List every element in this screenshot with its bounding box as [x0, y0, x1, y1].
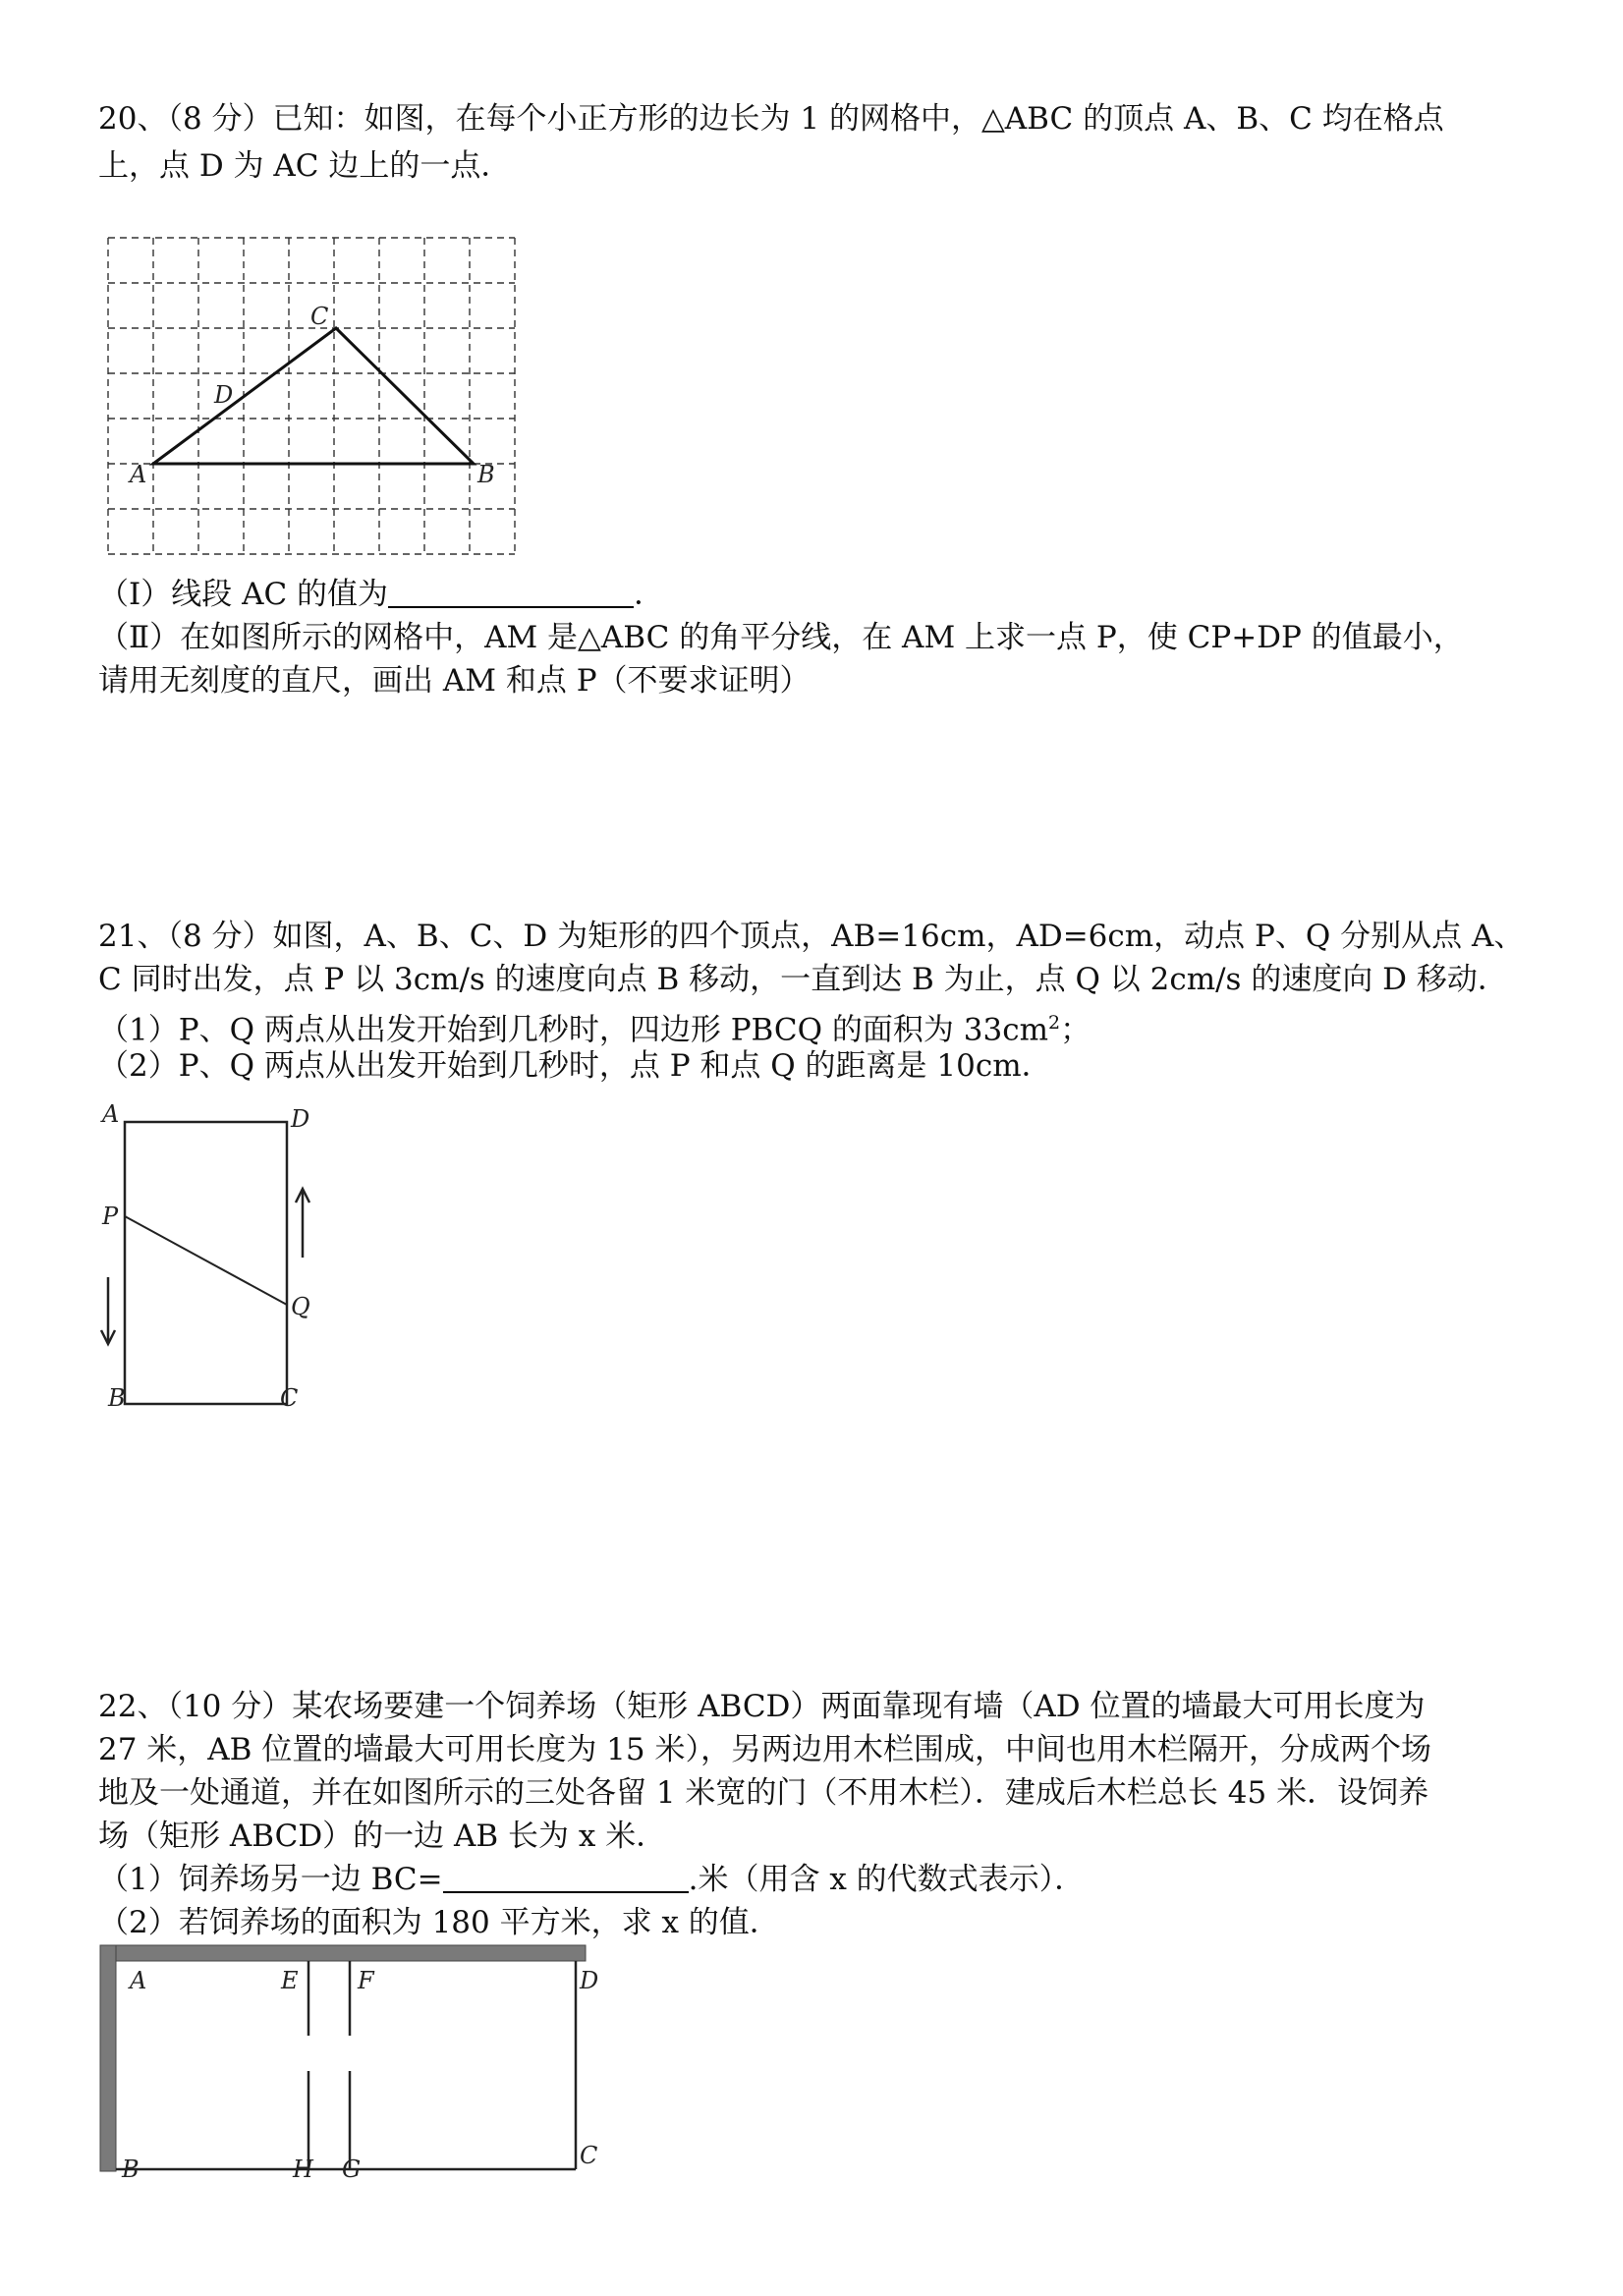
up-arrow-icon: [296, 1189, 309, 1258]
point-c-label: C: [580, 2142, 598, 2169]
triangle-abc: [153, 328, 474, 464]
q20-part1-prefix: （Ⅰ）线段 AC 的值为: [98, 577, 389, 612]
point-b-label: B: [122, 2156, 140, 2183]
point-b-label: B: [477, 461, 495, 488]
point-g-label: G: [342, 2156, 362, 2183]
q20-part2-line1: （Ⅱ）在如图所示的网格中，AM 是△ABC 的角平分线，在 AM 上求一点 P，使 CP+DP 的值最小，: [98, 620, 1464, 655]
point-h-label: H: [293, 2156, 313, 2183]
point-p-label: P: [102, 1203, 119, 1230]
point-d-label: D: [214, 381, 234, 409]
q21-part1-sup: 2: [1047, 1012, 1061, 1034]
point-a-label: A: [130, 1967, 147, 1994]
q20-answer-blank[interactable]: [388, 577, 634, 608]
q20-grid-figure: [98, 234, 531, 568]
q22-part2: （2）若饲养场的面积为 180 平方米，求 x 的值．: [98, 1905, 780, 1940]
q22-part1-prefix: （1）饲养场另一边 BC=: [98, 1862, 443, 1897]
q21-stem-line1: 21、（8 分）如图，A、B、C、D 为矩形的四个顶点，AB=16cm，AD=6cm，动点 P、Q 分别从点 A、: [98, 919, 1525, 954]
q22-stem-line4: 场（矩形 ABCD）的一边 AB 长为 x 米．: [98, 1819, 667, 1854]
point-c-label: C: [310, 303, 329, 330]
q21-part1: [98, 1002, 1542, 1050]
q22-stem-line2: 27 米，AB 位置的墙最大可用长度为 15 米），另两边用木栏围成，中间也用木栏隔开，分成两个场: [98, 1732, 1431, 1767]
q20-part2-line2: 请用无刻度的直尺，画出 AM 和点 P（不要求证明）: [98, 663, 811, 699]
point-b-label: B: [108, 1384, 126, 1412]
point-c-label: C: [280, 1384, 299, 1412]
point-d-label: D: [580, 1967, 599, 1994]
q21-part2: （2）P、Q 两点从出发开始到几秒时，点 P 和点 Q 的距离是 10cm．: [98, 1048, 1052, 1084]
q22-stem-line1: 22、（10 分）某农场要建一个饲养场（矩形 ABCD）两面靠现有墙（AD 位置的墙最大可用长度为: [98, 1689, 1426, 1724]
point-d-label: D: [291, 1105, 310, 1133]
point-a-label: A: [102, 1100, 120, 1128]
point-e-label: E: [281, 1967, 299, 1994]
wall-ad: [100, 1945, 586, 1961]
point-a-label: A: [130, 461, 147, 488]
wall-ab: [100, 1945, 116, 2171]
q20-part1: [98, 574, 1542, 615]
q22-stem-line3: 地及一处通道，并在如图所示的三处各留 1 米宽的门（不用木栏）．建成后木栏总长 45 米．设饲养: [98, 1775, 1429, 1811]
down-arrow-icon: [101, 1277, 115, 1344]
rectangle-abcd: [125, 1122, 287, 1404]
q22-part1: [98, 1859, 1542, 1900]
q21-part1-text: （1）P、Q 两点从出发开始到几秒时，四边形 PBCQ 的面积为 33cm: [98, 1012, 1048, 1048]
q20-part1-suffix: ．: [634, 577, 665, 612]
q21-part1-end: ；: [1060, 1012, 1091, 1048]
q21-rectangle-figure: [98, 1100, 334, 1425]
point-f-label: F: [358, 1967, 374, 1994]
q21-stem-line2: C 同时出发，点 P 以 3cm/s 的速度向点 B 移动，一直到达 B 为止，点 Q 以 2cm/s 的速度向 D 移动．: [98, 962, 1508, 997]
point-q-label: Q: [291, 1293, 310, 1320]
q20-stem-line1: 20、（8 分）已知：如图，在每个小正方形的边长为 1 的网格中，△ABC 的顶点 A、B、C 均在格点: [98, 101, 1444, 137]
q22-answer-blank[interactable]: [443, 1862, 689, 1893]
grid-lines: [108, 238, 515, 554]
q22-farm-figure: [98, 1945, 629, 2181]
fence-lines: [116, 1961, 576, 2169]
q20-stem-line2: 上，点 D 为 AC 边上的一点．: [98, 148, 512, 184]
segment-pq: [125, 1216, 287, 1305]
q22-part1-suffix: .米（用含 x 的代数式表示）．: [688, 1862, 1086, 1897]
